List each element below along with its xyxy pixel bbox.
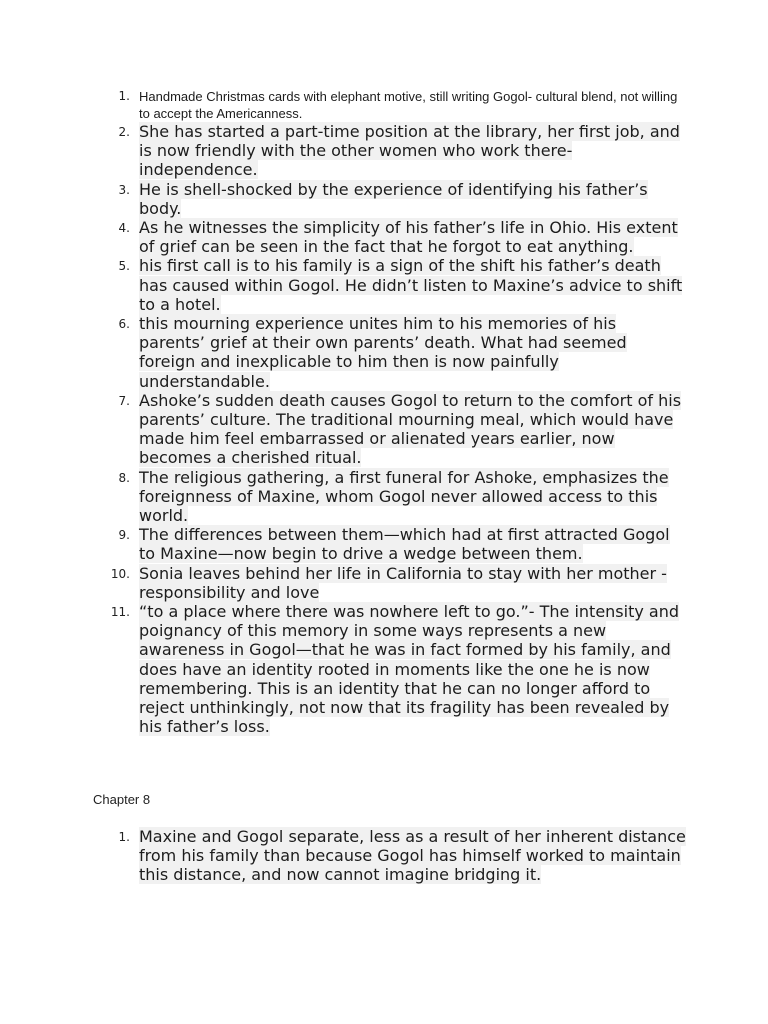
list-number: 8. <box>118 470 130 485</box>
list-number: 1. <box>118 830 130 844</box>
list-item-text: She has started a part-time position at the library, her first job, and is now friendly with the other women who work there- independence. <box>139 122 680 180</box>
chapter-7-notes-list <box>96 88 686 737</box>
list-item <box>96 122 686 180</box>
list-item-text: The differences between them—which had at first attracted Gogol to Maxine—now begin to drive a wedge between them. <box>139 525 670 564</box>
list-item <box>96 88 686 122</box>
list-number: 9. <box>118 528 130 543</box>
list-item <box>96 525 686 563</box>
list-item <box>96 314 686 391</box>
list-item-text: Ashoke’s sudden death causes Gogol to return to the comfort of his parents’ culture. The traditional mourning meal, which would have made him feel embarrassed or alienated years earlier, now becomes a cherished ritual. <box>139 390 682 468</box>
list-item <box>96 468 686 526</box>
list-number: 10. <box>110 566 130 581</box>
list-item <box>96 218 686 256</box>
list-item-text: The religious gathering, a first funeral for Ashoke, emphasizes the foreignness of Maxine, whom Gogol never allowed access to this world. <box>139 467 669 526</box>
list-number: 1. <box>118 89 130 103</box>
list-number: 4. <box>118 221 130 236</box>
list-item-text: He is shell-shocked by the experience of identifying his father’s body. <box>139 179 648 218</box>
list-item <box>96 180 686 218</box>
list-item <box>96 256 686 314</box>
chapter-8-notes-list <box>96 827 686 885</box>
list-number: 2. <box>118 125 130 139</box>
list-item <box>96 564 686 602</box>
list-item-text: As he witnesses the simplicity of his father’s life in Ohio. His extent of grief can be seen in the fact that he forgot to eat anything. <box>139 218 678 257</box>
list-item-text: Sonia leaves behind her life in California to stay with her mother -responsibility and love <box>139 563 667 602</box>
list-number: 6. <box>118 317 130 332</box>
list-item-text: Maxine and Gogol separate, less as a result of her inherent distance from his family than because Gogol has himself worked to maintain this distance, and now cannot imagine bridging it. <box>139 827 686 885</box>
list-item-text: his first call is to his family is a sign of the shift his father’s death has caused within Gogol. He didn’t listen to Maxine’s advice to shift to a hotel. <box>139 256 683 314</box>
list-item <box>96 602 686 736</box>
list-number: 5. <box>118 259 130 274</box>
list-number: 7. <box>118 393 130 408</box>
list-number: 3. <box>118 182 130 197</box>
list-item-text: “to a place where there was nowhere left to go.”- The intensity and poignancy of this memory in some ways represents a new awareness in Gogol—that he was in fact formed by his family, and does have an identity rooted in moments like the one he is now remembering. This is an identity that he can no longer afford to reject unthinkingly, not now that its fragility has been revealed by his father’s loss. <box>139 602 680 737</box>
list-item-text: this mourning experience unites him to his memories of his parents’ grief at their own parents’ death. What had seemed foreign and inexplicable to him then is now painfully understandable. <box>139 314 627 391</box>
list-item-text: Handmade Christmas cards with elephant motive, still writing Gogol- cultural blend, not willing to accept the Americanness. <box>139 89 678 121</box>
list-item <box>96 391 686 468</box>
list-item <box>96 827 686 885</box>
chapter-heading: Chapter 8 <box>93 792 151 807</box>
list-number: 11. <box>110 605 130 620</box>
